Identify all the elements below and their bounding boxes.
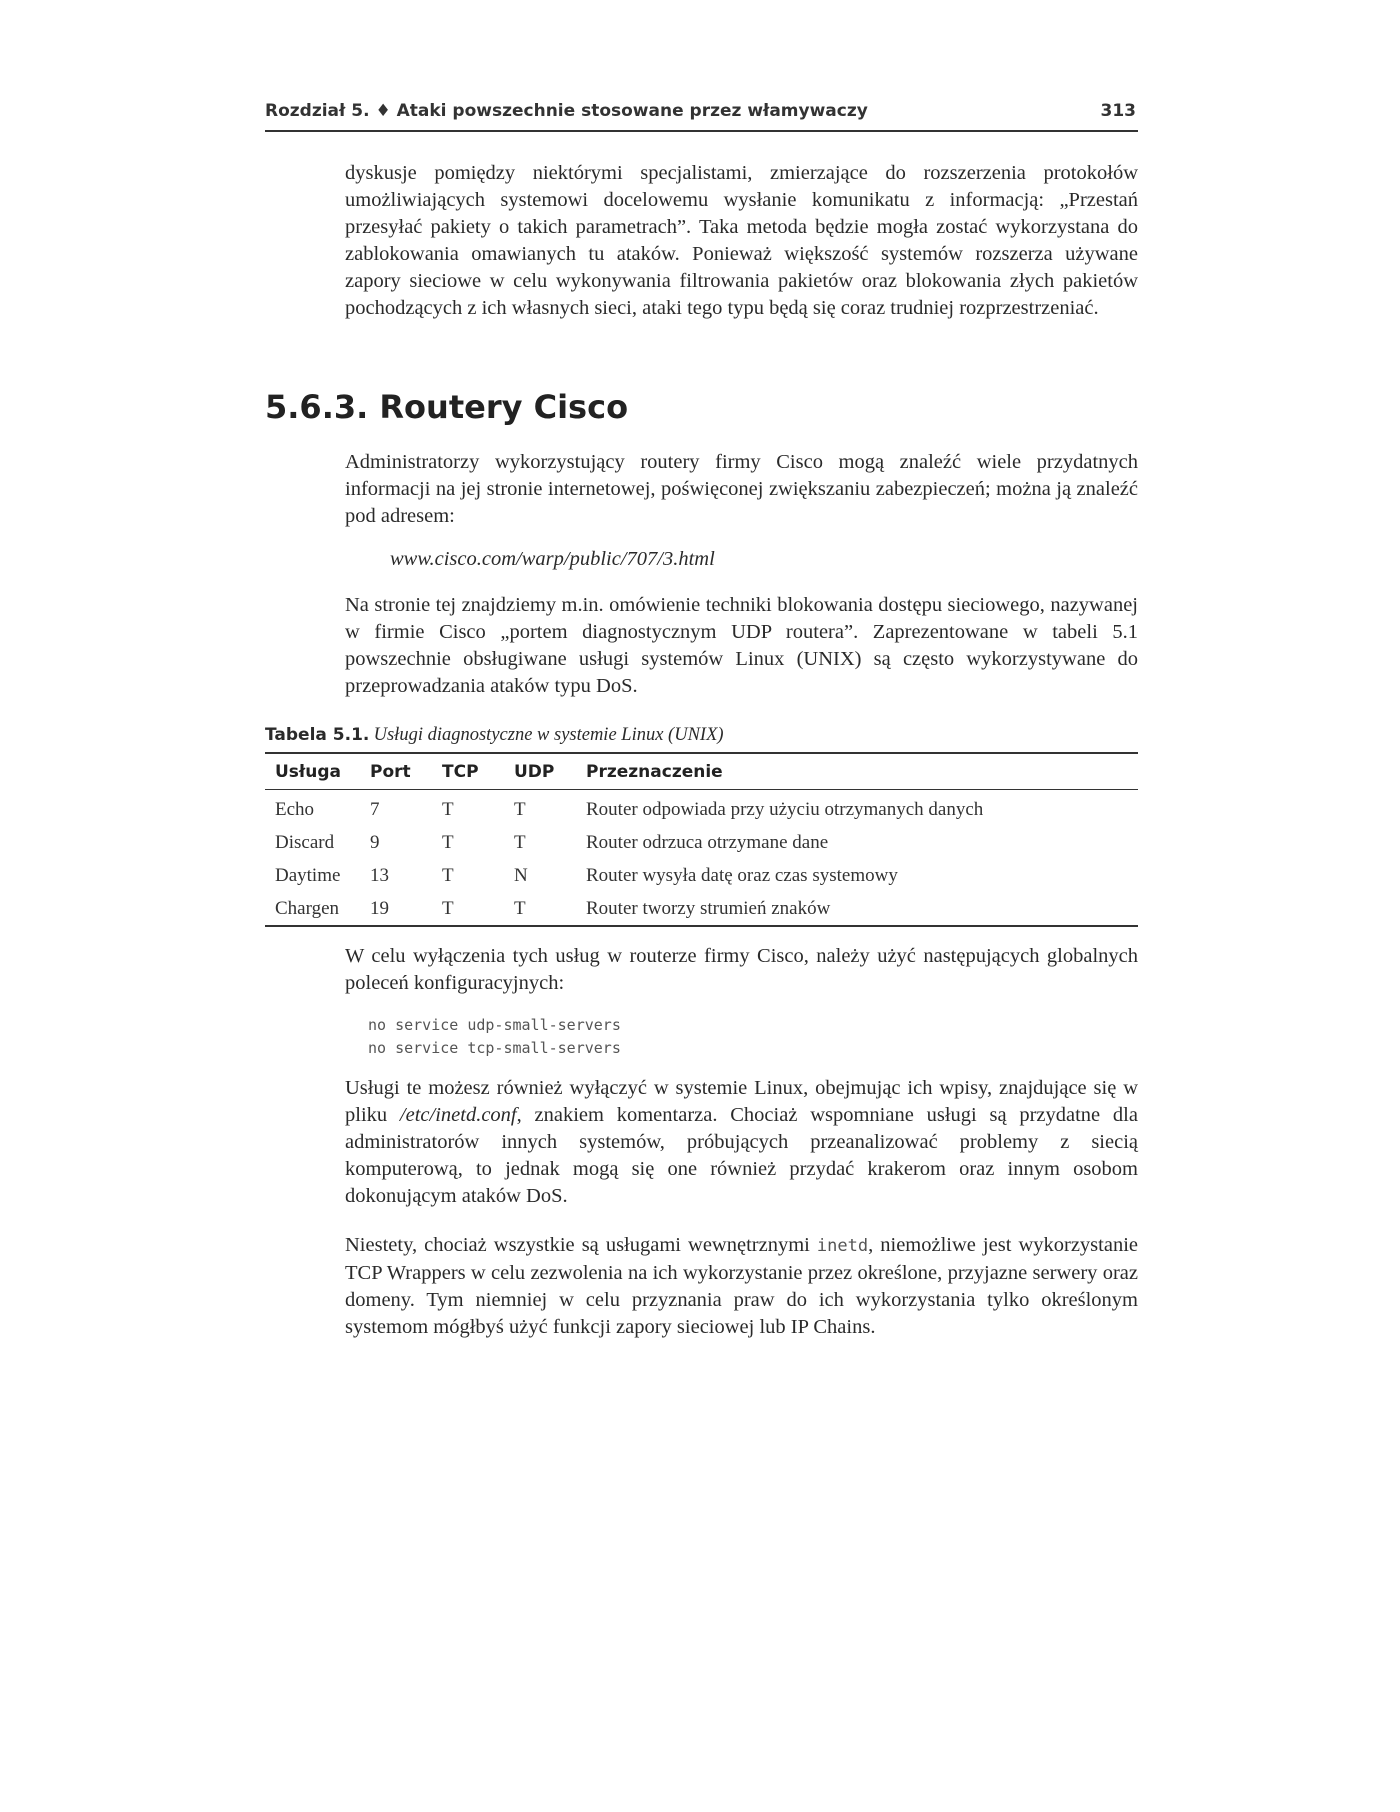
cell-port: 13 [370,864,389,886]
cell-udp: T [514,831,526,853]
paragraph-text: , znakiem komentarza. Chociaż wspomniane usługi są przydatne dla administratorów innych systemów, próbujących przeanalizować problemy z siecią komputerową, to jednak mogą się one również przydać krakerom oraz innym osobom dokonującym ataków DoS. [345,1104,1138,1207]
inetd-conf-path: /etc/inetd.conf [399,1104,517,1126]
section-heading: 5.6.3. Routery Cisco [265,388,629,426]
config-code-block [368,1014,621,1060]
paragraph-intro: dyskusje pomiędzy niektórymi specjalistami, zmierzające do rozszerzenia protokołów umożliwiających systemowi docelowemu wysłanie komunikatu z informacją: „Przestań przesyłać pakiety o takich parametrach”. Taka metoda będzie mogła zostać wykorzystana do zablokowania omawianych tu ataków. Ponieważ większość systemów rozszerza używane zapory sieciowe w celu wykonywania filtrowania pakietów oraz blokowania złych pakietów pochodzących z ich własnych sieci, ataki tego typu będą się coraz trudniej rozprzestrzeniać. [345,162,1138,319]
col-header-service: Usługa [265,753,360,790]
table-header-row [265,753,1138,790]
col-header-udp: UDP [504,753,576,790]
table-row [265,790,1138,827]
paragraph-text: , niemożliwe jest wykorzystanie TCP Wrappers w celu zezwolenia na ich wykorzystanie przez określone, przyjazne serwery oraz domeny. Tym niemniej w celu przyznania praw do ich wykorzystania tylko określonym systemom mógłbyś użyć funkcji zapory sieciowej lub IP Chains. [345,1234,1138,1338]
table-caption-label: Tabela 5.1. [265,725,370,745]
paragraph-text: Niestety, chociaż wszystkie są usługami wewnętrznymi [345,1234,817,1256]
cell-purpose: Router tworzy strumień znaków [586,897,831,919]
cell-port: 9 [370,831,380,853]
table-row [265,859,1138,892]
paragraph-cisco-info: Administratorzy wykorzystujący routery firmy Cisco mogą znaleźć wiele przydatnych informacji na jej stronie internetowej, poświęconej zwiększaniu zabezpieczeń; można ją znaleźć pod adresem: [345,451,1138,527]
paragraph-disable-linux [345,1075,1138,1210]
cell-purpose: Router odrzuca otrzymane dane [586,831,829,853]
cell-service: Discard [275,831,335,853]
code-line-tcp: no service tcp-small-servers [368,1039,621,1057]
cell-purpose: Router odpowiada przy użyciu otrzymanych danych [586,798,984,820]
cell-tcp: T [442,798,454,820]
code-line-udp: no service udp-small-servers [368,1016,621,1034]
paragraph-text: Usługi te możesz również wyłączyć w systemie Linux, obejmując ich wpisy, znajdujące się w pliku [345,1077,1138,1126]
table-row [265,892,1138,926]
paragraph-udp-port: Na stronie tej znajdziemy m.in. omówienie techniki blokowania dostępu sieciowego, nazywanej w firmie Cisco „portem diagnostycznym UDP routera”. Zaprezentowane w tabeli 5.1 powszechnie obsługiwane usługi systemów Linux (UNIX) są często wykorzystywane do przeprowadzania ataków typu DoS. [345,594,1138,697]
table-caption-text: Usługi diagnostyczne w systemie Linux (UNIX) [373,725,724,745]
chapter-title: Rozdział 5. ♦ Ataki powszechnie stosowane przez włamywaczy [265,101,868,121]
cell-udp: T [514,798,526,820]
paragraph-disable-cisco: W celu wyłączenia tych usług w routerze firmy Cisco, należy użyć następujących globalnych poleceń konfiguracyjnych: [345,945,1138,994]
cell-tcp: T [442,831,454,853]
cell-service: Daytime [275,864,341,886]
col-header-purpose: Przeznaczenie [576,753,1138,790]
cell-service: Chargen [275,897,340,919]
services-table [265,752,1138,927]
col-header-port: Port [360,753,432,790]
col-header-tcp: TCP [432,753,504,790]
cell-tcp: T [442,897,454,919]
page-number: 313 [1100,101,1136,121]
cell-port: 7 [370,798,380,820]
inetd-code: inetd [816,1236,869,1256]
cell-udp: N [514,864,528,886]
running-header [265,98,1138,132]
cell-port: 19 [370,897,389,919]
paragraph-tcp-wrappers [345,1232,1138,1341]
cell-service: Echo [275,798,315,820]
cisco-url: www.cisco.com/warp/public/707/3.html [390,548,715,570]
cell-purpose: Router wysyła datę oraz czas systemowy [586,864,898,886]
cell-udp: T [514,897,526,919]
table-caption [265,725,724,746]
cell-tcp: T [442,864,454,886]
table-row [265,826,1138,859]
